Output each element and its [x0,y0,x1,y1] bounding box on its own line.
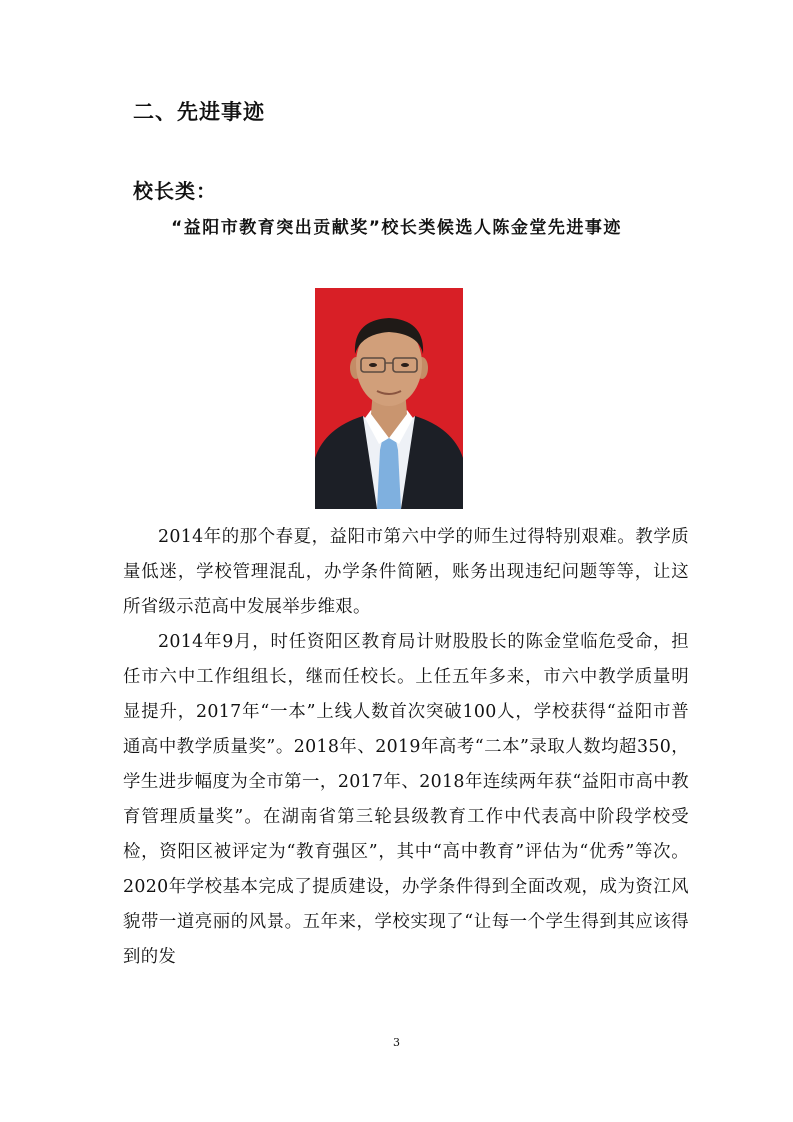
body-text [123,520,689,975]
article-title: “益阳市教育突出贡献奖”校长类候选人陈金堂先进事迹 [171,218,622,238]
portrait-photo [315,288,463,509]
section-heading: 二、先进事迹 [133,100,265,124]
paragraph: 2014年9月，时任资阳区教育局计财股股长的陈金堂临危受命，担任市六中工作组组长，继而任校长。上任五年多来，市六中教学质量明显提升，2017年“一本”上线人数首次突破100人，学校获得“益阳市普通高中教学质量奖”。2018年、2019年高考“二本”录取人数均超350，学生进步幅度为全市第一，2017年、2018年连续两年获“益阳市高中教育管理质量奖”。在湖南省第三轮县级教育工作中代表高中阶段学校受检，资阳区被评定为“教育强区”，其中“高中教育”评估为“优秀”等次。2020年学校基本完成了提质建设，办学条件得到全面改观，成为资江风貌带一道亮丽的风景。五年来，学校实现了“让每一个学生得到其应该得到的发 [123,632,689,967]
page-number: 3 [393,1036,400,1049]
paragraph: 2014年的那个春夏，益阳市第六中学的师生过得特别艰难。教学质量低迷，学校管理混乱，办学条件简陋，账务出现违纪问题等等，让这所省级示范高中发展举步维艰。 [123,527,689,617]
category-heading: 校长类： [133,179,217,203]
